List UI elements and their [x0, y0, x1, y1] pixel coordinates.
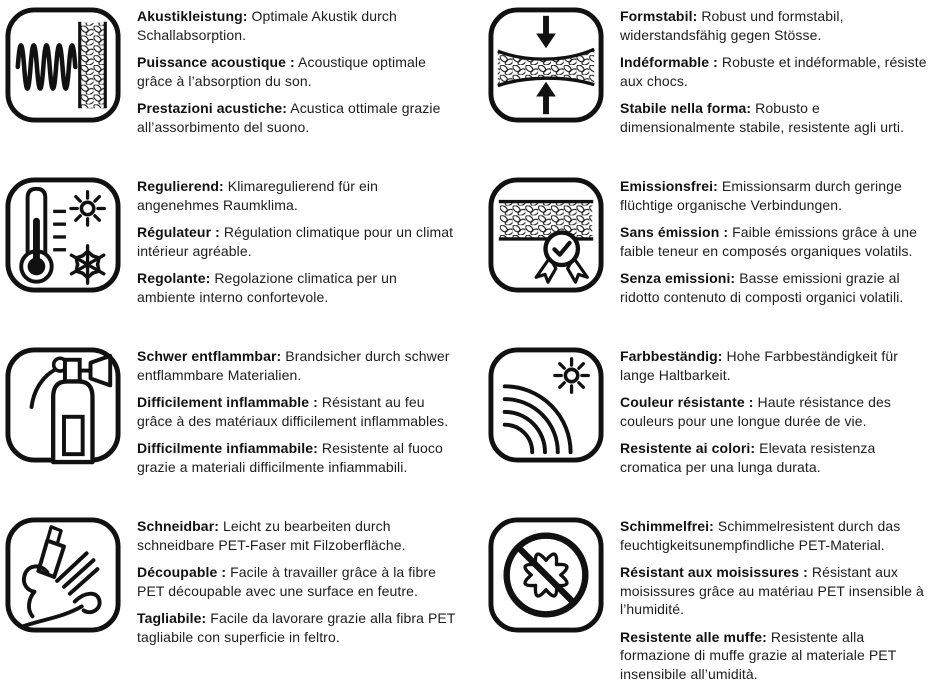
paragraph-it: Resistente alle muffe: Resistente alla formazione di muffe grazie al materiale PET insensibile all’umidità.	[620, 628, 897, 682]
label-it: Regolante:	[137, 270, 211, 286]
paragraph-it: Difficilmente infiammabile: Resistente al fuoco grazie a materiali difficilmente infiammabili.	[137, 440, 443, 475]
paragraph-de: Schimmelfrei: Schimmelresistent durch das feuchtigkeitsunempfindliche PET-Material.	[620, 518, 901, 553]
label-it: Resistente ai colori:	[620, 440, 756, 456]
label-it: Senza emissioni:	[620, 270, 736, 286]
feature-acoustic-performance	[0, 0, 468, 170]
compression-resistance-icon	[487, 5, 605, 125]
paragraph-fr: Sans émission : Faible émissions grâce à une faible teneur en composés organiques volatils.	[620, 224, 917, 259]
feature-colorfast	[468, 340, 936, 510]
paragraph-fr: Régulateur : Régulation climatique pour un climat intérieur agréable.	[137, 224, 454, 259]
label-it: Difficilmente infiammabile:	[137, 440, 318, 456]
label-de: Farbbeständig:	[620, 348, 723, 364]
label-fr: Couleur résistante :	[620, 394, 754, 410]
paragraph-fr: Difficilement inflammable : Résistant au feu grâce à des matériaux difficilement inflammables.	[137, 394, 449, 429]
label-it: Stabile nella forma:	[620, 100, 752, 116]
paragraph-it: Prestazioni acustiche: Acustica ottimale grazie all’assorbimento del suono.	[137, 100, 441, 135]
label-fr: Sans émission :	[620, 224, 729, 240]
label-fr: Découpable :	[137, 564, 227, 580]
label-it: Tagliabile:	[137, 610, 207, 626]
feature-texts	[137, 345, 459, 485]
paragraph-fr: Puissance acoustique : Acoustique optimale grâce à l’absorption du son.	[137, 54, 427, 89]
paragraph-de: Regulierend: Klimaregulierend für ein angenehmes Raumklima.	[137, 178, 379, 213]
label-de: Schneidbar:	[137, 518, 220, 534]
label-de: Regulierend:	[137, 178, 224, 194]
paragraph-it: Regolante: Regolazione climatica per un ambiente interno confortevole.	[137, 270, 397, 305]
label-de: Schwer entflammbar:	[137, 348, 282, 364]
paragraph-de: Schneidbar: Leicht zu bearbeiten durch schneidbare PET-Faser mit Filzoberfläche.	[137, 518, 406, 553]
label-de: Akustikleistung:	[137, 8, 248, 24]
feature-texts	[620, 175, 936, 315]
feature-texts	[620, 515, 936, 692]
label-de: Formstabil:	[620, 8, 698, 24]
label-de: Emissionsfrei:	[620, 178, 718, 194]
feature-dimensionally-stable	[468, 0, 936, 170]
label-de: Schimmelfrei:	[620, 518, 714, 534]
paragraph-de: Akustikleistung: Optimale Akustik durch Schallabsorption.	[137, 8, 397, 43]
feature-texts	[620, 5, 936, 145]
paragraph-it: Senza emissioni: Basse emissioni grazie al ridotto contenuto di composti organici volatili.	[620, 270, 904, 305]
label-fr: Difficilement inflammable :	[137, 394, 318, 410]
fire-extinguisher-icon	[4, 345, 122, 465]
paragraph-de: Emissionsfrei: Emissionsarm durch geringe flüchtige organische Verbindungen.	[620, 178, 902, 213]
paragraph-de: Schwer entflammbar: Brandsicher durch schwer entflammbare Materialien.	[137, 348, 450, 383]
paragraph-fr: Découpable : Facile à travailler grâce à la fibre PET découpable avec une surface en feutre.	[137, 564, 437, 599]
feature-flame-retardant	[0, 340, 468, 510]
feature-texts	[620, 345, 936, 485]
feature-cuttable	[0, 510, 468, 680]
feature-texts	[137, 515, 459, 655]
paragraph-de: Formstabil: Robust und formstabil, widerstandsfähig gegen Stösse.	[620, 8, 844, 43]
feature-climate-regulating	[0, 170, 468, 340]
feature-mold-free	[468, 510, 936, 680]
paragraph-fr: Résistant aux moisissures : Résistant aux moisissures grâce au matériau PET insensible à l’humidité.	[620, 564, 924, 617]
paragraph-fr: Indéformable : Robuste et indéformable, résiste aux chocs.	[620, 54, 927, 89]
label-fr: Résistant aux moisissures :	[620, 564, 808, 580]
paragraph-it: Stabile nella forma: Robusto e dimensionalmente stabile, resistente agli urti.	[620, 100, 905, 135]
label-it: Prestazioni acustiche:	[137, 100, 288, 116]
feature-texts	[137, 5, 459, 145]
paragraph-it: Resistente ai colori: Elevata resistenza cromatica per una lunga durata.	[620, 440, 876, 475]
label-it: Resistente alle muffe:	[620, 628, 767, 645]
paragraph-it: Tagliabile: Facile da lavorare grazie alla fibra PET tagliabile con superficie in feltro.	[137, 610, 456, 645]
label-fr: Puissance acoustique :	[137, 54, 295, 70]
hand-cutter-icon	[4, 515, 122, 635]
certified-low-emission-icon	[487, 175, 605, 295]
feature-texts	[137, 175, 459, 315]
thermometer-climate-icon	[4, 175, 122, 295]
feature-emission-free	[468, 170, 936, 340]
paragraph-de: Farbbeständig: Hohe Farbbeständigkeit für lange Haltbarkeit.	[620, 348, 899, 383]
label-fr: Indéformable :	[620, 54, 718, 70]
sound-absorption-icon	[4, 5, 122, 125]
rainbow-sun-icon	[487, 345, 605, 465]
label-fr: Régulateur :	[137, 224, 220, 240]
no-mold-icon	[487, 515, 605, 635]
paragraph-fr: Couleur résistante : Haute résistance des couleurs pour une longue durée de vie.	[620, 394, 892, 429]
